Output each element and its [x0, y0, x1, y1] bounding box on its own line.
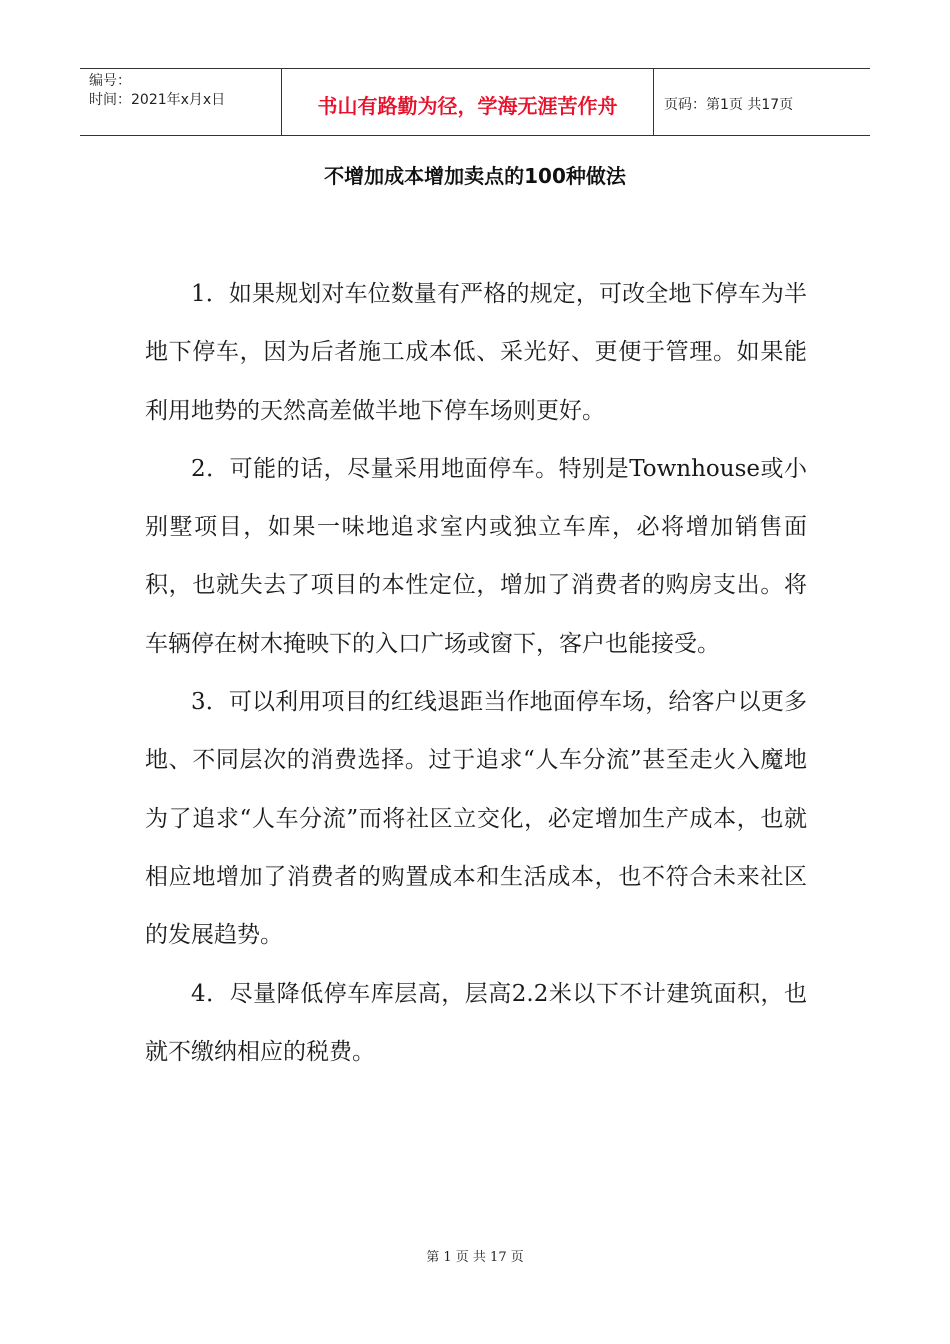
page-footer: 第 1 页 共 17 页 [426, 1250, 524, 1265]
paragraph-1: 1．如果规划对车位数量有严格的规定，可改全地下停车为半地下停车，因为后者施工成本低、采光好、更便于管理。如果能利用地势的天然高差做半地下停车场则更好。 [145, 281, 807, 424]
header-page-info: 页码：第1页 共17页 [664, 97, 794, 113]
document-title: 不增加成本增加卖点的100种做法 [324, 164, 626, 188]
header-number-label: 编号： [89, 73, 131, 89]
paragraph-3: 3．可以利用项目的红线退距当作地面停车场，给客户以更多地、不同层次的消费选择。过于追求“人车分流”甚至走火入魔地为了追求“人车分流”而将社区立交化，必定增加生产成本，也就相应地增加了消费者的购置成本和生活成本，也不符合未来社区的发展趋势。 [145, 689, 807, 949]
document-body [145, 265, 807, 1081]
paragraph-2: 2．可能的话，尽量采用地面停车。特别是Townhouse或小别墅项目，如果一味地追求室内或独立车库，必将增加销售面积，也就失去了项目的本性定位，增加了消费者的购房支出。将车辆停在树木掩映下的入口广场或窗下，客户也能接受。 [145, 455, 807, 657]
paragraph-4: 4．尽量降低停车库层高，层高2.2米以下不计建筑面积，也就不缴纳相应的税费。 [145, 980, 807, 1065]
document-header [80, 68, 870, 136]
header-meta [80, 69, 282, 135]
header-motto: 书山有路勤为径，学海无涯苦作舟 [282, 69, 654, 135]
header-time-label: 时间：2021年x月x日 [89, 92, 226, 108]
